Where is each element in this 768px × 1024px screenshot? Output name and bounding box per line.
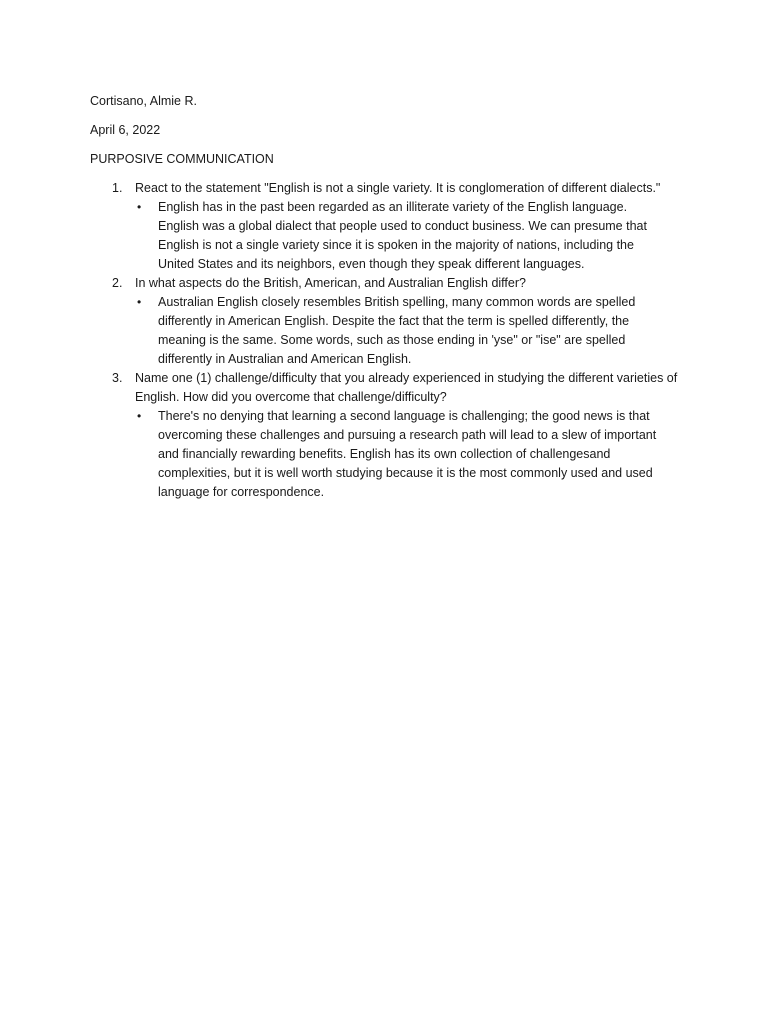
answer-text: There's no denying that learning a second language is challenging; the good news is that overcoming these challenges and pursuing a research path will lead to a slew of important and financially rewarding benefits. English has its own collection of challengesand complexities, but it is well worth studying because it is the most commonly used and used language for correspondence. <box>158 409 657 499</box>
question-text: In what aspects do the British, American, and Australian English differ? <box>135 276 526 290</box>
subject-title: PURPOSIVE COMMUNICATION <box>90 152 274 166</box>
bullet-icon: • <box>137 200 142 214</box>
question-list <box>90 179 690 502</box>
question-text: React to the statement "English is not a single variety. It is conglomeration of different dialects." <box>135 181 661 195</box>
answer-text: English has in the past been regarded as an illiterate variety of the English language. English was a global dialect that people used to conduct business. We can presume that English is not a single variety since it is spoken in the majority of nations, including the United States and its neighbors, even though they speak different languages. <box>158 200 647 271</box>
answer-list <box>135 198 690 274</box>
question-number: 2. <box>112 276 123 290</box>
answer-text: Australian English closely resembles British spelling, many common words are spelled differently in American English. Despite the fact that the term is spelled differently, the meaning is the same. Some words, such as those ending in 'yse" or "ise" are spelled differently in Australian and American English. <box>158 295 636 366</box>
author-name: Cortisano, Almie R. <box>90 94 197 108</box>
document-date: April 6, 2022 <box>90 123 161 137</box>
question-item <box>90 179 690 274</box>
question-item <box>90 369 690 502</box>
question-number: 1. <box>112 181 123 195</box>
answer-item <box>135 407 658 502</box>
answer-list <box>135 293 690 369</box>
bullet-icon: • <box>137 295 142 309</box>
answer-item <box>135 293 658 369</box>
answer-item <box>135 198 658 274</box>
answer-list <box>135 407 690 502</box>
question-number: 3. <box>112 371 123 385</box>
document-body <box>90 92 690 502</box>
question-item <box>90 274 690 369</box>
question-text: Name one (1) challenge/difficulty that you already experienced in studying the different varieties of English. How did you overcome that challenge/difficulty? <box>135 371 678 404</box>
bullet-icon: • <box>137 409 142 423</box>
